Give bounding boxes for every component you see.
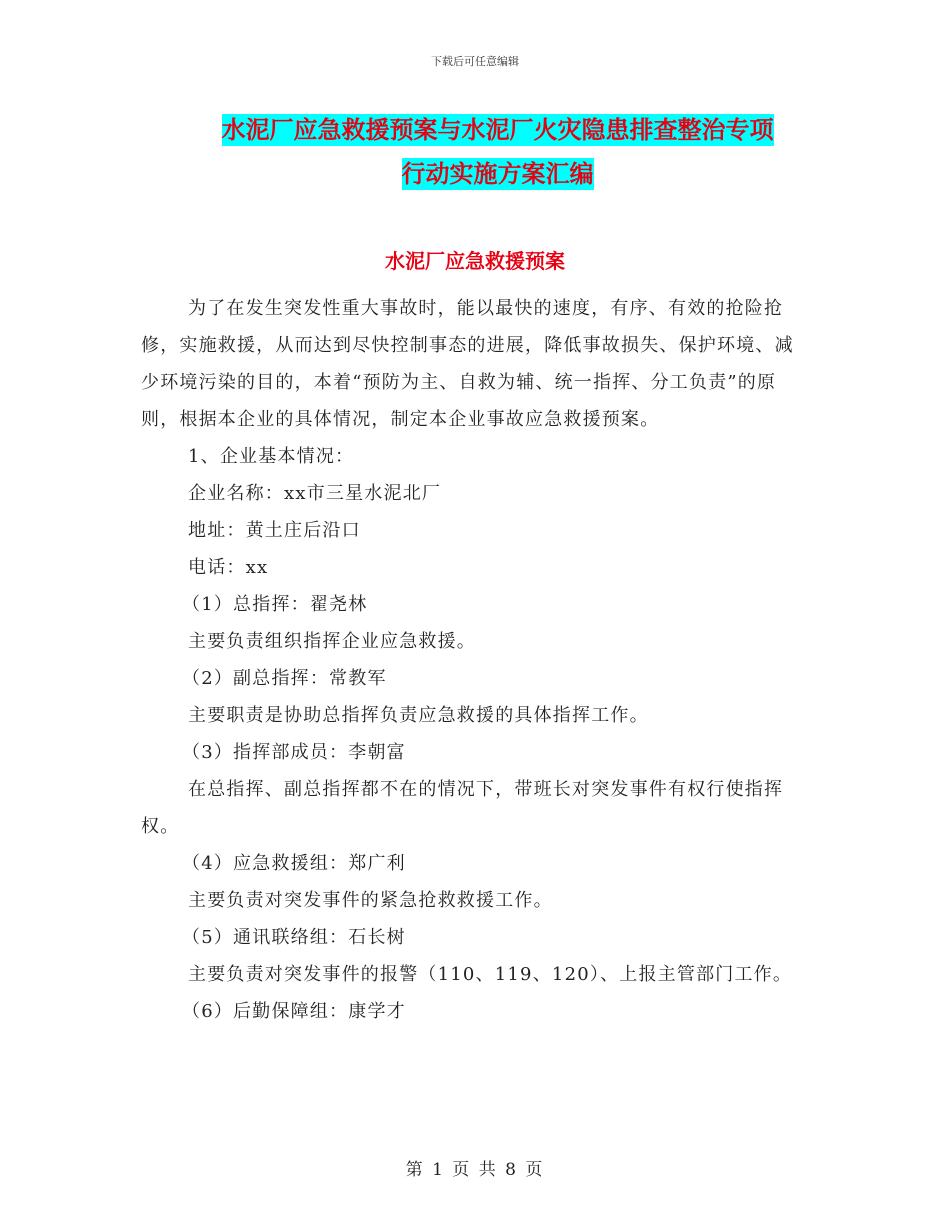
paragraph-hq-member: （3）指挥部成员：李朝富 xyxy=(182,742,406,763)
paragraph-phone: 电话：xx xyxy=(188,557,269,578)
paragraph-commander: （1）总指挥：翟尧林 xyxy=(182,594,368,615)
document-body xyxy=(141,290,811,1030)
paragraph-intro: 为了在发生突发性重大事故时，能以最快的速度，有序、有效的抢险抢修，实施救援，从而达到尽快控制事态的进展，降低事故损失、保护环境、减少环境污染的目的，本着“预防为主、自救为辅、统一指挥、分工负责”的原则，根据本企业的具体情况，制定本企业事故应急救援预案。 xyxy=(141,298,794,430)
paragraph-deputy-commander-duty: 主要职责是协助总指挥负责应急救援的具体指挥工作。 xyxy=(188,705,649,726)
document-title-line-1 xyxy=(0,108,950,152)
paragraph-commander-duty: 主要负责组织指挥企业应急救援。 xyxy=(188,631,476,652)
paragraph-deputy-commander: （2）副总指挥：常教军 xyxy=(182,668,387,689)
section-title: 水泥厂应急救援预案 xyxy=(385,249,565,273)
paragraph-logistics-team: （6）后勤保障组：康学才 xyxy=(182,1001,406,1022)
paragraph-rescue-team: （4）应急救援组：郑广利 xyxy=(182,853,406,874)
paragraph-hq-member-duty: 在总指挥、副总指挥都不在的情况下，带班长对突发事件有权行使指挥权。 xyxy=(141,779,784,837)
paragraph-company-name: 企业名称：xx市三星水泥北厂 xyxy=(188,483,442,504)
paragraph-communication-team-duty: 主要负责对突发事件的报警（110、119、120）、上报主管部门工作。 xyxy=(188,964,793,985)
paragraph-rescue-team-duty: 主要负责对突发事件的紧急抢救救援工作。 xyxy=(188,890,553,911)
document-title-line-2 xyxy=(0,152,950,196)
page-number-footer: 第 1 页 共 8 页 xyxy=(405,1160,545,1180)
document-title-line-2-text: 行动实施方案汇编 xyxy=(401,160,594,188)
paragraph-address: 地址：黄土庄后沿口 xyxy=(188,520,361,541)
paragraph-communication-team: （5）通讯联络组：石长树 xyxy=(182,927,406,948)
paragraph-basic-info-heading: 1、企业基本情况： xyxy=(188,446,355,467)
header-note: 下载后可任意编辑 xyxy=(431,55,519,68)
document-title-line-1-text: 水泥厂应急救援预案与水泥厂火灾隐患排查整治专项 xyxy=(221,116,774,144)
